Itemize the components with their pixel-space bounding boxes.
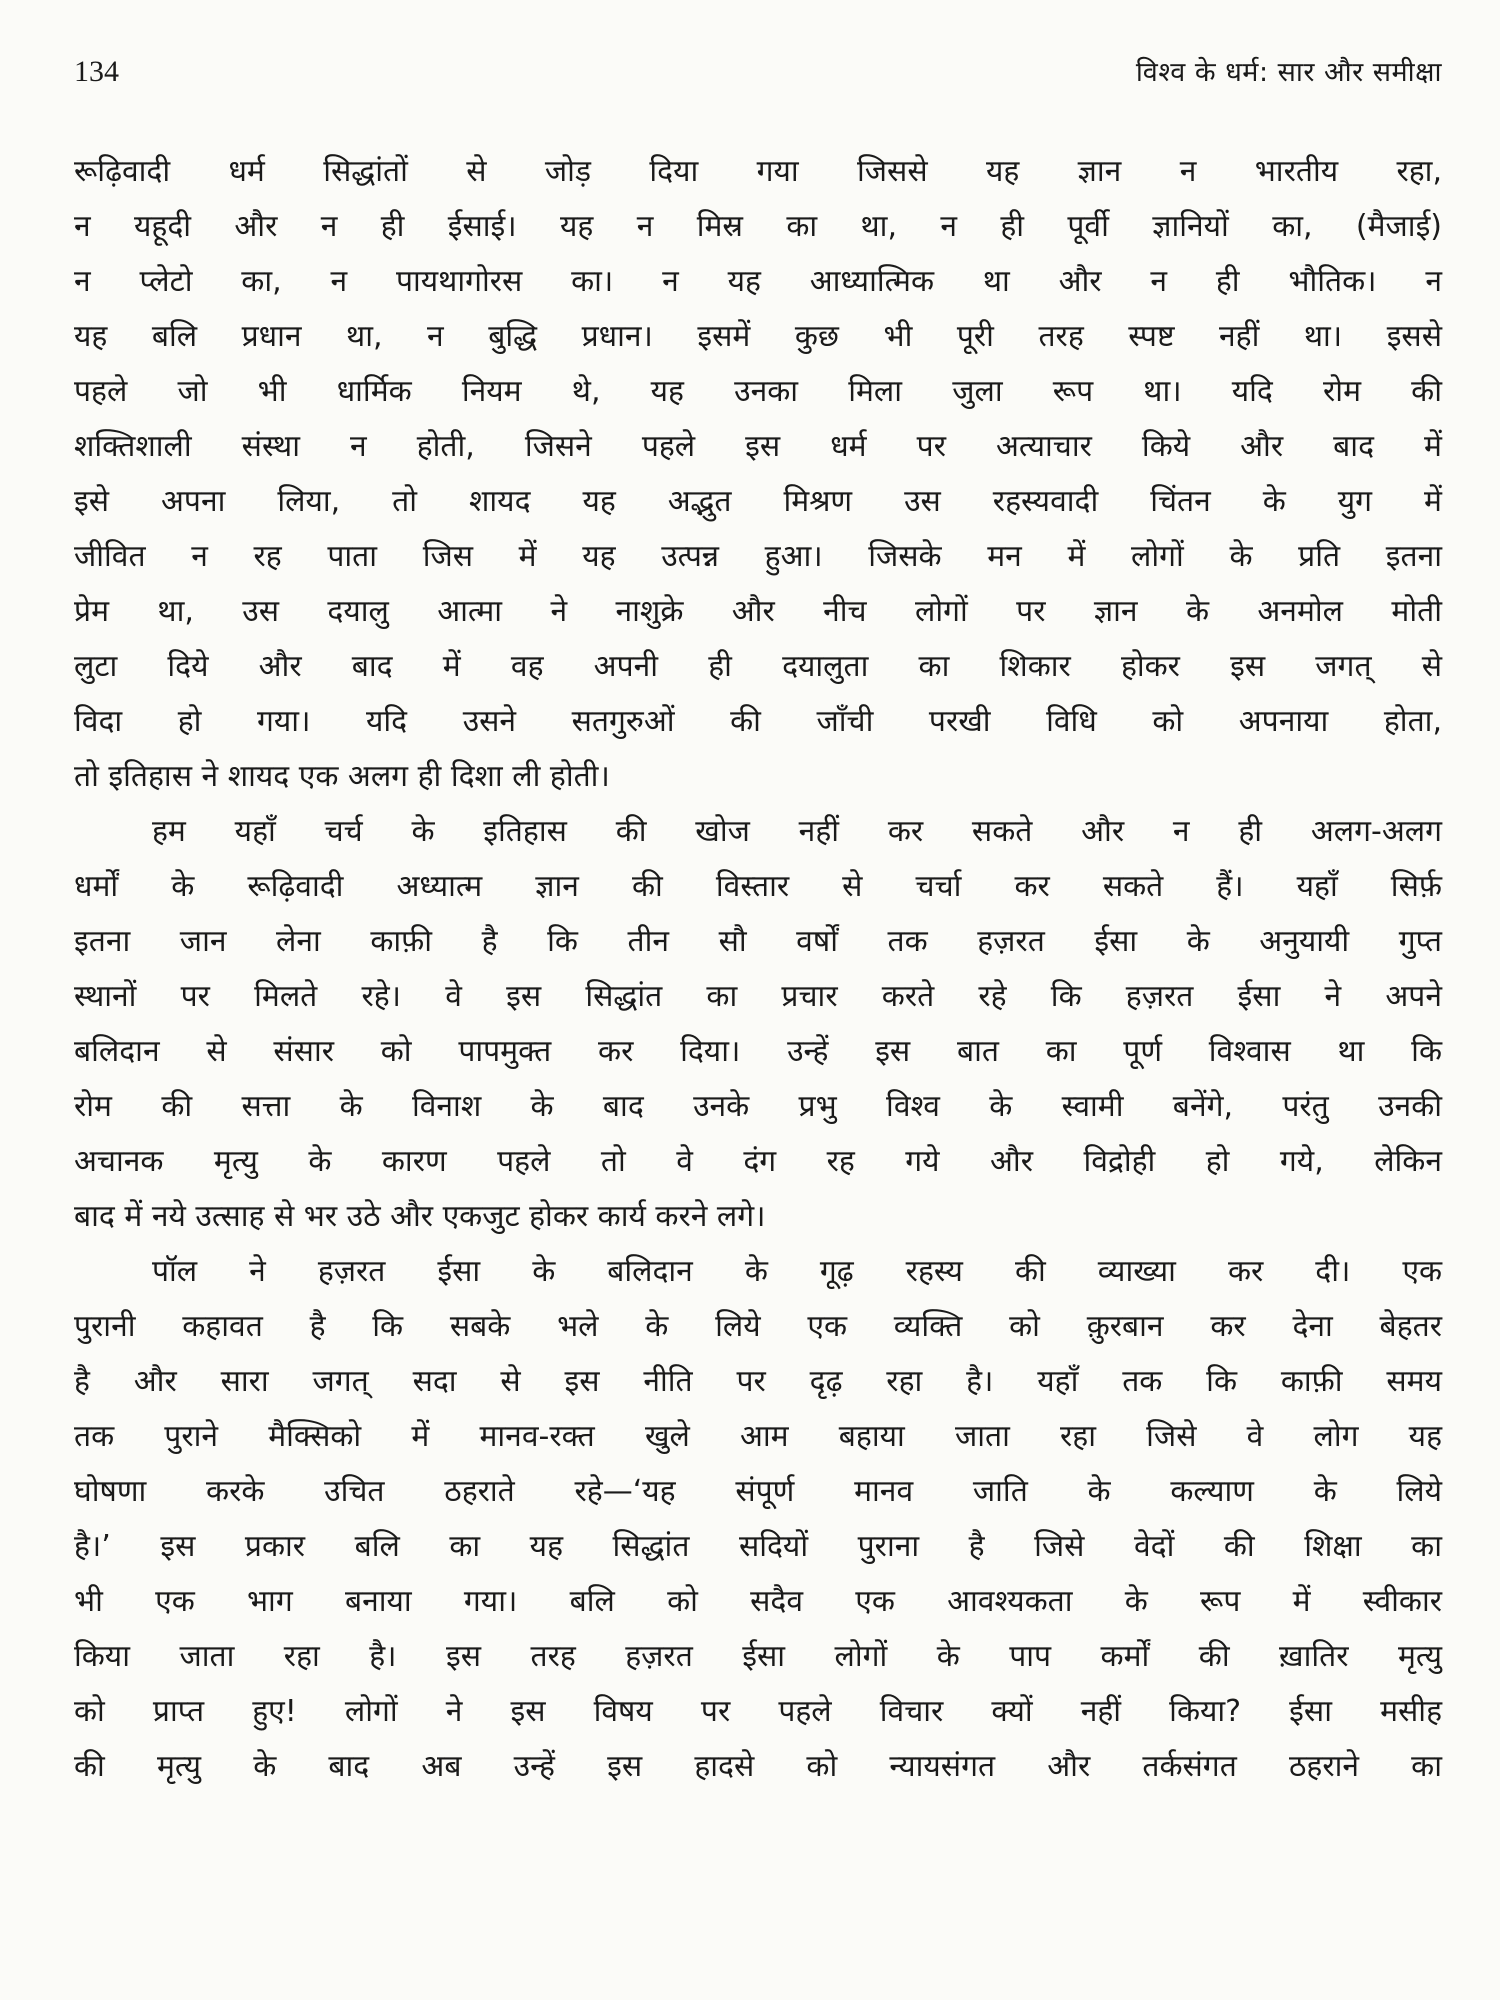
- text-line: हम यहाँ चर्च के इतिहास की खोज नहीं कर सकते और न ही अलग-अलग: [152, 814, 1442, 849]
- text-line: घोषणा करके उचित ठहराते रहे—‘यह संपूर्ण मानव जाति के कल्याण के लिये: [74, 1474, 1442, 1509]
- text-line: प्रेम था, उस दयालु आत्मा ने नाशुक्रे और नीच लोगों पर ज्ञान के अनमोल मोती: [74, 594, 1442, 629]
- text-line: को प्राप्त हुए! लोगों ने इस विषय पर पहले विचार क्यों नहीं किया? ईसा मसीह: [74, 1694, 1442, 1729]
- text-line: भी एक भाग बनाया गया। बलि को सदैव एक आवश्यकता के रूप में स्वीकार: [74, 1584, 1442, 1619]
- text-line: रूढ़िवादी धर्म सिद्धांतों से जोड़ दिया गया जिससे यह ज्ञान न भारतीय रहा,: [74, 154, 1442, 189]
- paragraph-2: [74, 804, 1442, 1244]
- text-line: की मृत्यु के बाद अब उन्हें इस हादसे को न्यायसंगत और तर्कसंगत ठहराने का: [74, 1749, 1442, 1784]
- text-line: स्थानों पर मिलते रहे। वे इस सिद्धांत का प्रचार करते रहे कि हज़रत ईसा ने अपने: [74, 979, 1442, 1014]
- text-line: जीवित न रह पाता जिस में यह उत्पन्न हुआ। जिसके मन में लोगों के प्रति इतना: [74, 539, 1442, 574]
- text-line: इसे अपना लिया, तो शायद यह अद्भुत मिश्रण उस रहस्यवादी चिंतन के युग में: [74, 484, 1442, 519]
- text-line: है और सारा जगत् सदा से इस नीति पर दृढ़ रहा है। यहाँ तक कि काफ़ी समय: [74, 1364, 1442, 1399]
- text-line: है।’ इस प्रकार बलि का यह सिद्धांत सदियों पुराना है जिसे वेदों की शिक्षा का: [74, 1529, 1442, 1564]
- text-line: विदा हो गया। यदि उसने सतगुरुओं की जाँची परखी विधि को अपनाया होता,: [74, 704, 1442, 739]
- running-header: [74, 52, 1442, 122]
- text-line: न यहूदी और न ही ईसाई। यह न मिस्र का था, न ही पूर्वी ज्ञानियों का, (मैजाई): [74, 209, 1442, 244]
- text-line: बाद में नये उत्साह से भर उठे और एकजुट होकर कार्य करने लगे।: [74, 1199, 766, 1234]
- text-line: लुटा दिये और बाद में वह अपनी ही दयालुता का शिकार होकर इस जगत् से: [74, 649, 1442, 684]
- text-line: पुरानी कहावत है कि सबके भले के लिये एक व्यक्ति को क़ुरबान कर देना बेहतर: [74, 1309, 1442, 1344]
- text-line: न प्लेटो का, न पायथागोरस का। न यह आध्यात्मिक था और न ही भौतिक। न: [74, 264, 1442, 299]
- text-line: पहले जो भी धार्मिक नियम थे, यह उनका मिला जुला रूप था। यदि रोम की: [74, 374, 1442, 409]
- text-line: रोम की सत्ता के विनाश के बाद उनके प्रभु विश्व के स्वामी बनेंगे, परंतु उनकी: [74, 1089, 1442, 1124]
- text-line: किया जाता रहा है। इस तरह हज़रत ईसा लोगों के पाप कर्मों की ख़ातिर मृत्यु: [74, 1639, 1442, 1674]
- text-line: इतना जान लेना काफ़ी है कि तीन सौ वर्षों तक हज़रत ईसा के अनुयायी गुप्त: [74, 924, 1442, 959]
- text-line: पॉल ने हज़रत ईसा के बलिदान के गूढ़ रहस्य की व्याख्या कर दी। एक: [152, 1254, 1442, 1289]
- page-number: 134: [74, 55, 119, 88]
- text-line: तक पुराने मैक्सिको में मानव-रक्त खुले आम बहाया जाता रहा जिसे वे लोग यह: [74, 1419, 1442, 1454]
- text-line: तो इतिहास ने शायद एक अलग ही दिशा ली होती।: [74, 759, 610, 794]
- text-line: अचानक मृत्यु के कारण पहले तो वे दंग रह गये और विद्रोही हो गये, लेकिन: [74, 1144, 1442, 1179]
- text-line: शक्तिशाली संस्था न होती, जिसने पहले इस धर्म पर अत्याचार किये और बाद में: [74, 429, 1442, 464]
- book-title: विश्व के धर्म: सार और समीक्षा: [1135, 57, 1442, 88]
- paragraph-1: [74, 144, 1442, 804]
- text-line: बलिदान से संसार को पापमुक्त कर दिया। उन्हें इस बात का पूर्ण विश्वास था कि: [74, 1034, 1442, 1069]
- paragraph-3: [74, 1244, 1442, 1794]
- text-line: धर्मों के रूढ़िवादी अध्यात्म ज्ञान की विस्तार से चर्चा कर सकते हैं। यहाँ सिर्फ़: [74, 869, 1442, 904]
- text-line: यह बलि प्रधान था, न बुद्धि प्रधान। इसमें कुछ भी पूरी तरह स्पष्ट नहीं था। इससे: [74, 319, 1442, 354]
- body-text: [74, 144, 1442, 1794]
